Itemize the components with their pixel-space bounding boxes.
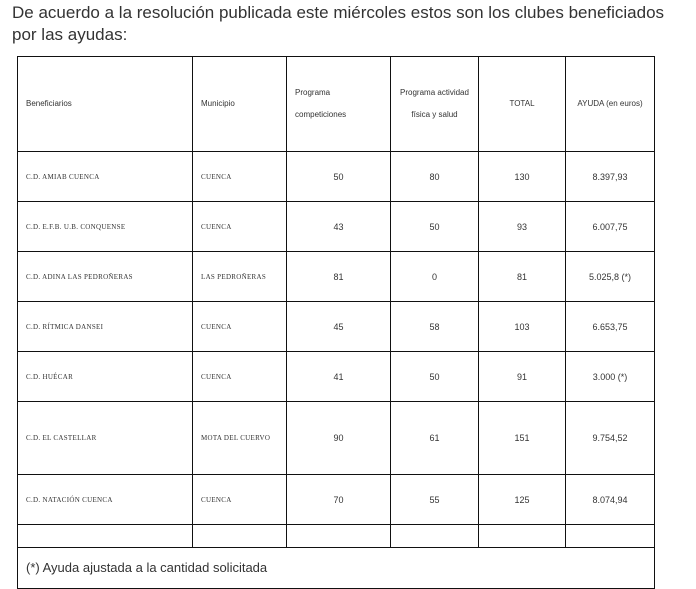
header-beneficiarios: Beneficiarios [18, 57, 193, 152]
header-programa-competiciones: Programa competiciones [287, 57, 391, 152]
cell-municipio: CUENCA [193, 202, 287, 252]
cell-actividad: 58 [391, 302, 479, 352]
footnote: (*) Ayuda ajustada a la cantidad solicitada [26, 560, 268, 575]
cell-beneficiario: C.D. AMIAB CUENCA [18, 152, 193, 202]
cell-ayuda: 6.653,75 [566, 302, 655, 352]
cell-total: 81 [479, 252, 566, 302]
cell-competiciones: 45 [287, 302, 391, 352]
cell-actividad: 50 [391, 202, 479, 252]
cell-ayuda: 6.007,75 [566, 202, 655, 252]
cell-competiciones: 43 [287, 202, 391, 252]
intro-paragraph: De acuerdo a la resolución publicada este miércoles estos son los clubes beneficiados por las ayudas: [12, 3, 665, 44]
cell-beneficiario: C.D. RÍTMICA DANSEI [18, 302, 193, 352]
cell-ayuda: 5.025,8 (*) [566, 252, 655, 302]
cell-ayuda: 9.754,52 [566, 402, 655, 475]
cell-total: 125 [479, 475, 566, 525]
header-ayuda: AYUDA (en euros) [566, 57, 655, 152]
beneficiaries-table [17, 56, 655, 589]
cell-beneficiario: C.D. HUÉCAR [18, 352, 193, 402]
header-programa-actividad: Programa actividad física y salud [391, 57, 479, 152]
table-row [18, 252, 655, 302]
cell-municipio: LAS PEDROÑERAS [193, 252, 287, 302]
table-row [18, 152, 655, 202]
header-municipio: Municipio [193, 57, 287, 152]
table-row [18, 402, 655, 475]
cell-beneficiario: C.D. NATACIÓN CUENCA [18, 475, 193, 525]
cell-actividad: 0 [391, 252, 479, 302]
table-row [18, 202, 655, 252]
table-row [18, 302, 655, 352]
cell-competiciones: 90 [287, 402, 391, 475]
cell-total: 130 [479, 152, 566, 202]
cell-municipio: MOTA DEL CUERVO [193, 402, 287, 475]
cell-ayuda: 8.397,93 [566, 152, 655, 202]
table-row [18, 475, 655, 525]
cell-beneficiario: C.D. EL CASTELLAR [18, 402, 193, 475]
cell-ayuda: 3.000 (*) [566, 352, 655, 402]
cell-competiciones: 41 [287, 352, 391, 402]
cell-ayuda: 8.074,94 [566, 475, 655, 525]
cell-actividad: 55 [391, 475, 479, 525]
cell-beneficiario: C.D. E.F.B. U.B. CONQUENSE [18, 202, 193, 252]
table-row [18, 352, 655, 402]
cell-beneficiario: C.D. ADINA LAS PEDROÑERAS [18, 252, 193, 302]
table-note-row [18, 548, 655, 589]
header-total: TOTAL [479, 57, 566, 152]
cell-actividad: 61 [391, 402, 479, 475]
cell-total: 103 [479, 302, 566, 352]
table-header-row [18, 57, 655, 152]
cell-competiciones: 50 [287, 152, 391, 202]
cell-competiciones: 70 [287, 475, 391, 525]
cell-total: 151 [479, 402, 566, 475]
cell-total: 91 [479, 352, 566, 402]
cell-municipio: CUENCA [193, 152, 287, 202]
cell-actividad: 80 [391, 152, 479, 202]
empty-row [18, 525, 655, 548]
cell-municipio: CUENCA [193, 302, 287, 352]
cell-municipio: CUENCA [193, 475, 287, 525]
cell-municipio: CUENCA [193, 352, 287, 402]
cell-total: 93 [479, 202, 566, 252]
cell-competiciones: 81 [287, 252, 391, 302]
cell-actividad: 50 [391, 352, 479, 402]
